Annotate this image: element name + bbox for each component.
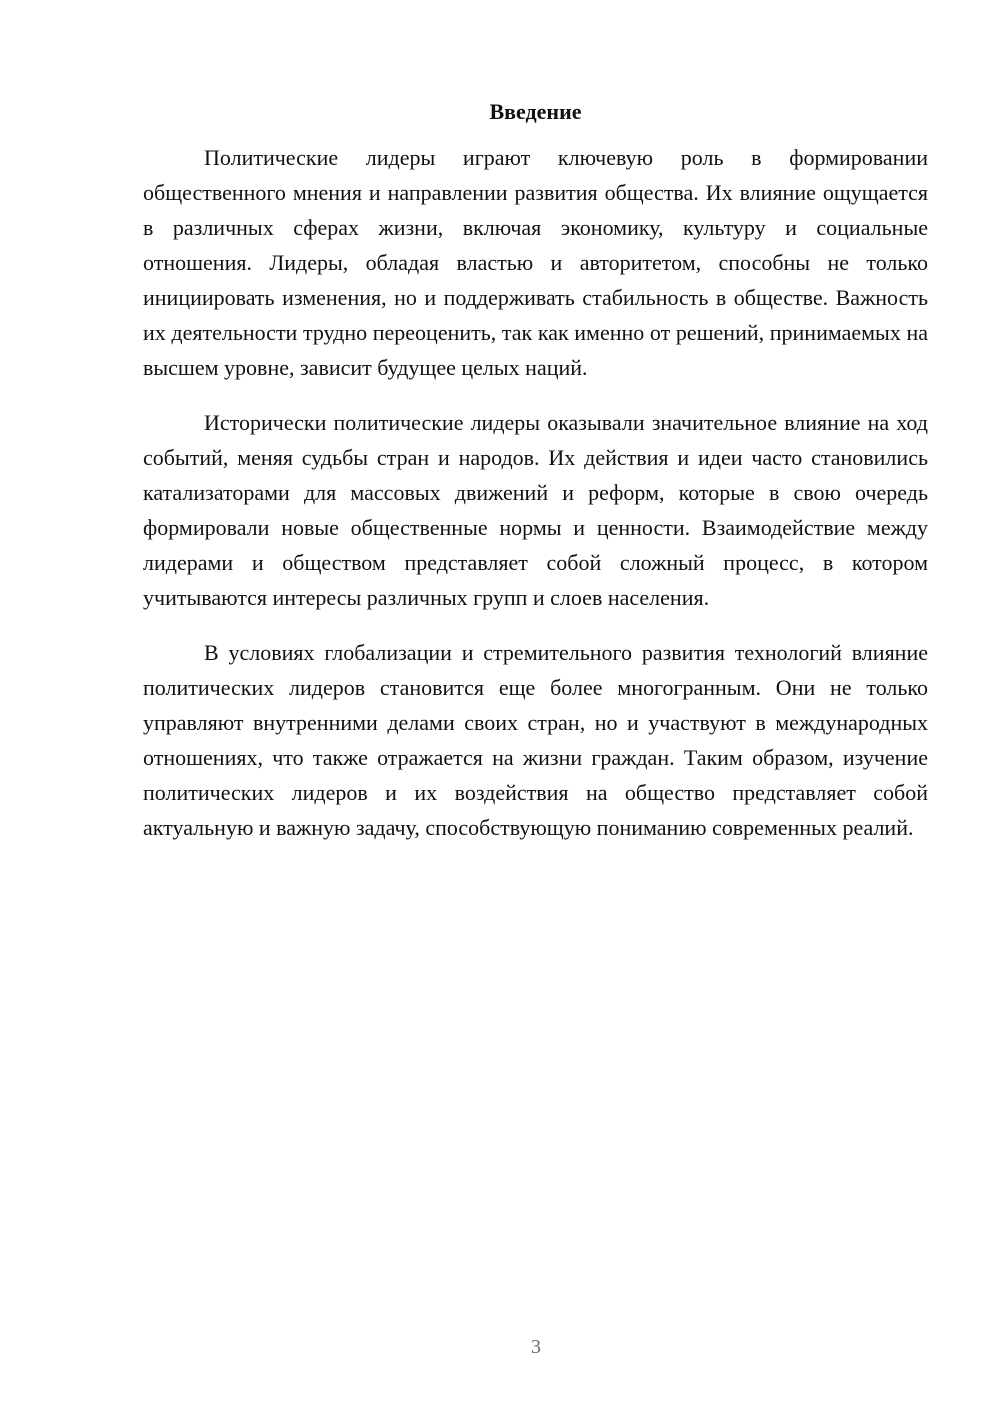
paragraph-1: Политические лидеры играют ключевую роль в формировании общественного мнения и направлении развития общества. Их влияние ощущается в различных сферах жизни, включая экономику, культуру и социальные отношения. Лидеры, обладая властью и авторитетом, способны не только инициировать изменения, но и поддерживать стабильность в обществе. Важность их деятельности трудно переоценить, так как именно от решений, принимаемых на высшем уровне, зависит будущее целых наций. xyxy=(143,145,928,380)
page-content xyxy=(143,96,928,865)
paragraph-3: В условиях глобализации и стремительного развития технологий влияние политических лидеров становится еще более многогранным. Они не только управляют внутренними делами своих стран, но и участвуют в международных отношениях, что также отражается на жизни граждан. Таким образом, изучение политических лидеров и их воздействия на общество представляет собой актуальную и важную задачу, способствующую пониманию современных реалий. xyxy=(143,640,928,840)
section-title: Введение xyxy=(489,99,582,124)
paragraph-2: Исторически политические лидеры оказывали значительное влияние на ход событий, меняя судьбы стран и народов. Их действия и идеи часто становились катализаторами для массовых движений и реформ, которые в свою очередь формировали новые общественные нормы и ценности. Взаимодействие между лидерами и обществом представляет собой сложный процесс, в котором учитываются интересы различных групп и слоев населения. xyxy=(143,410,928,610)
page-number: 3 xyxy=(531,1336,541,1358)
